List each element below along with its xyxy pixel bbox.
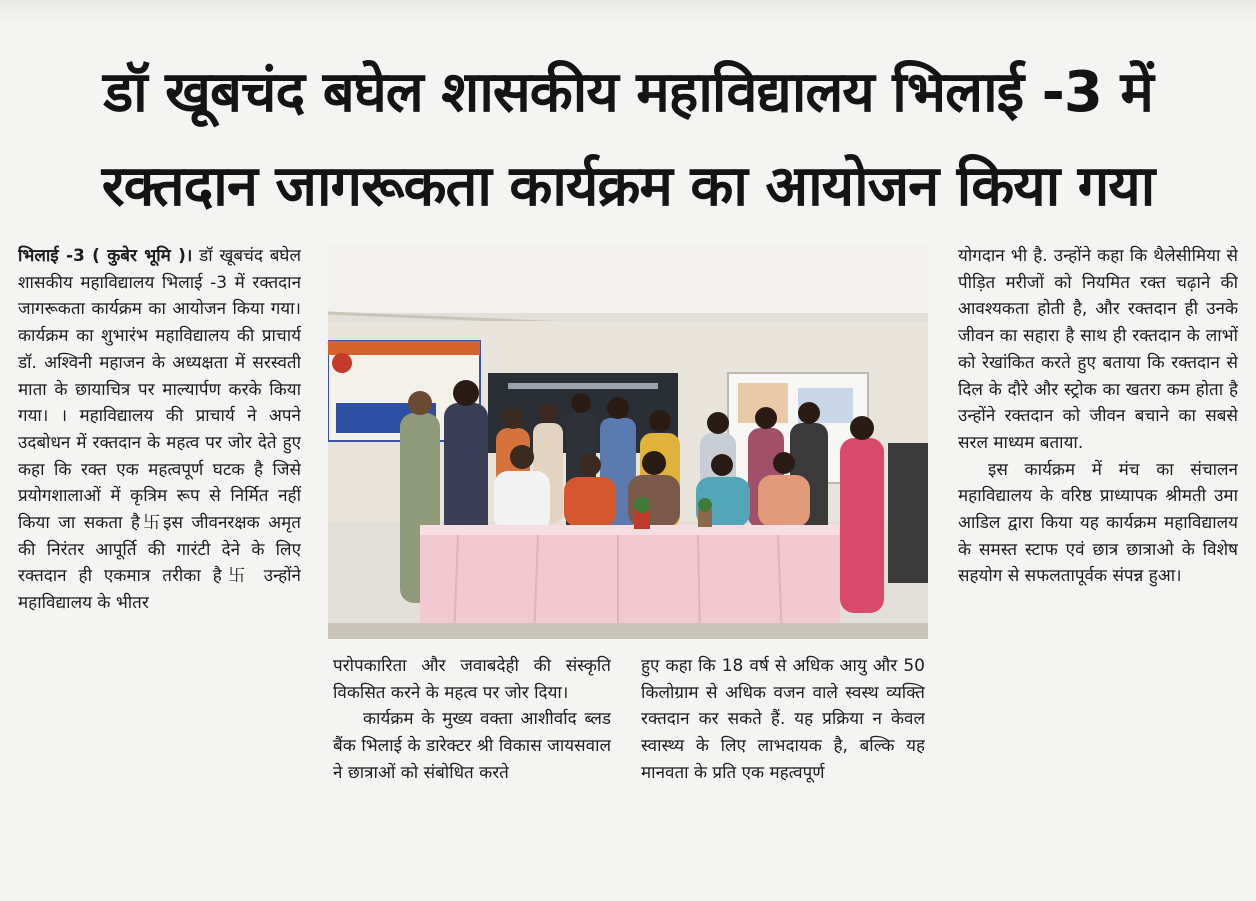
event-photo-illustration (328, 243, 928, 639)
page-top-strip (0, 0, 1256, 28)
article-column-2 (333, 653, 611, 873)
column-3-paragraph: हुए कहा कि 18 वर्ष से अधिक आयु और 50 किलोग्राम से अधिक वजन वाले स्वस्थ व्यक्ति रक्तदान कर सकते हैं. यह प्रक्रिया न केवल स्वास्थ्य के लिए लाभदायक है, बल्कि यह मानवता के प्रति एक महत्वपूर्ण (641, 656, 925, 783)
column-4-paragraph-2: इस कार्यक्रम में मंच का संचालन महाविद्यालय के वरिष्ठ प्राध्यापक श्रीमती उमा आडिल द्वारा किया यह कार्यक्रम महाविद्यालय के समस्त स्टाफ एवं छात्र छात्राओ के विशेष सहयोग से सफलतापूर्वक संपन्न हुआ। (958, 459, 1238, 587)
headline-line-1: डॉ खूबचंद बघेल शासकीय महाविद्यालय भिलाई -3 में (103, 60, 1153, 125)
dateline: भिलाई -3 ( कुबेर भूमि )। (18, 246, 193, 266)
column-1-text: डॉ खूबचंद बघेल शासकीय महाविद्यालय भिलाई -3 में रक्तदान जागरूकता कार्यक्रम का आयोजन किया गया। कार्यक्रम का शुभारंभ महाविद्यालय की प्राचार्य डॉ. अश्विनी महाजन के अध्यक्षता में सरस्वती माता के छायाचित्र पर माल्यार्पण करके किया गया। । महाविद्यालय की प्राचार्य ने अपने उदबोधन में रक्तदान के महत्व पर जोर देते हुए कहा कि रक्त एक महत्वपूर्ण घटक है जिसे प्रयोगशालाओं में कृत्रिम रूप से निर्मित नहीं किया जा सकता है卐इस जीवनरक्षक अमृत की निरंतर आपूर्ति की गारंटी देने के लिए रक्तदान ही एकमात्र तरीका है卐 उन्होंने महाविद्यालय के भीतर (18, 246, 301, 614)
column-4-paragraph-1: योगदान भी है. उन्होंने कहा कि थैलेसीमिया से पीड़ित मरीजों को नियमित रक्त चढ़ाने की आवश्यकता होती है, और रक्तदान ही उनके जीवन का सहारा है साथ ही रक्तदान के लाभों को रेखांकित करते हुए बताया कि रक्तदान से दिल के दौरे और स्ट्रोक का खतरा कम होता है उन्होंने रक्तदान को जीवन बचाने का सबसे सरल माध्यम बताया. (958, 246, 1238, 453)
event-photo (328, 243, 928, 639)
headline-line-2: रक्तदान जागरूकता कार्यक्रम का आयोजन किया गया (101, 154, 1155, 219)
article-column-3 (641, 653, 925, 873)
column-2-paragraph-2: कार्यक्रम के मुख्य वक्ता आशीर्वाद ब्लड बैंक भिलाई के डारेक्टर श्री विकास जायसवाल ने छात्राओं को संबोधित करते (333, 709, 611, 783)
column-2-paragraph-1: परोपकारिता और जवाबदेही की संस्कृति विकसित करने के महत्व पर जोर दिया। (333, 656, 611, 703)
article-column-4 (958, 243, 1238, 863)
headline (20, 46, 1236, 234)
article-column-1 (18, 243, 301, 868)
